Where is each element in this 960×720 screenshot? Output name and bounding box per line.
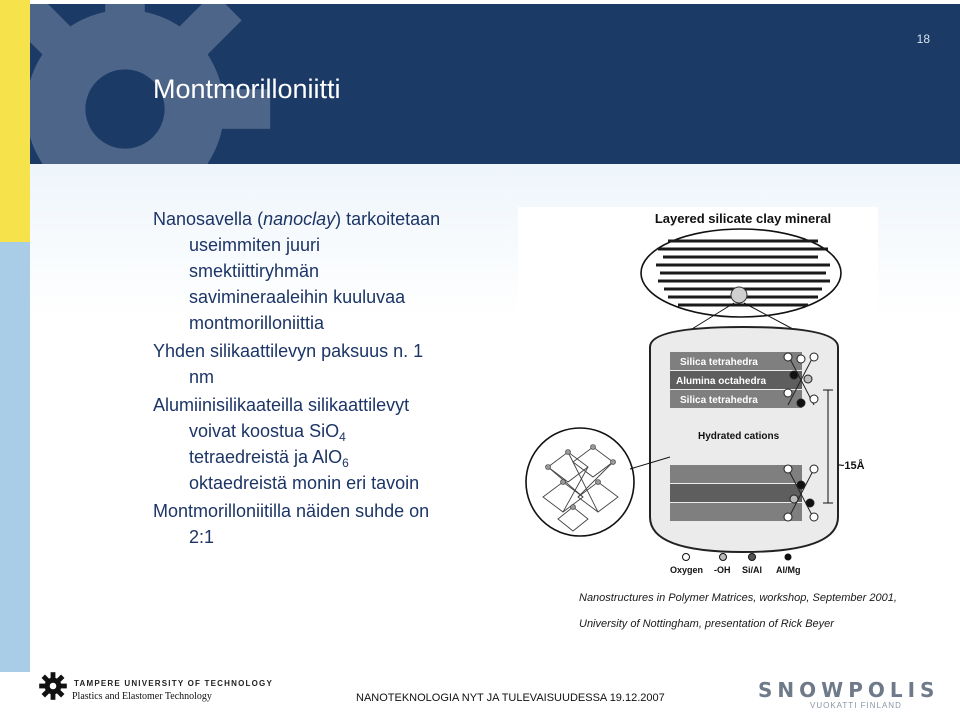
bullet-nanoclay bbox=[153, 206, 493, 232]
silica-layer bbox=[670, 503, 802, 521]
department-name: Plastics and Elastomer Technology bbox=[72, 691, 212, 702]
university-name: TAMPERE UNIVERSITY OF TECHNOLOGY bbox=[74, 679, 274, 688]
clay-diagram bbox=[518, 207, 878, 579]
page-title: Montmorilloniitti bbox=[153, 74, 341, 104]
si-al-legend-icon bbox=[749, 554, 756, 561]
bullet-text: nm bbox=[189, 367, 215, 387]
subscript: 6 bbox=[342, 456, 349, 470]
event-title: NANOTEKNOLOGIA NYT JA TULEVAISUUDESSA 19.12.2007 bbox=[356, 692, 665, 704]
layer-label: Silica tetrahedra bbox=[680, 357, 758, 368]
tut-gear-logo-icon bbox=[38, 671, 68, 701]
zoom-marker bbox=[731, 287, 747, 303]
bullet-thickness: Yhden silikaattilevyn paksuus n. 1 bbox=[153, 341, 424, 361]
legend-label: -OH bbox=[714, 565, 731, 575]
bullet-text: smektiittiryhmän bbox=[189, 261, 320, 281]
slide-header bbox=[30, 4, 960, 164]
bullet-text: montmorilloniittia bbox=[189, 313, 325, 333]
layer-label: Alumina octahedra bbox=[676, 376, 767, 387]
bullet-text: useimmiten juuri bbox=[189, 235, 321, 255]
slide-number: 18 bbox=[916, 32, 930, 46]
spacing-label: ~15Å bbox=[838, 460, 865, 472]
yellow-accent-bar bbox=[0, 0, 30, 242]
bullet-text: Nanosavella ( bbox=[153, 209, 264, 229]
al-mg-legend-icon bbox=[785, 554, 792, 561]
clay-mineral-figure bbox=[518, 207, 878, 579]
snowpolis-logo-subtitle: VUOKATTI FINLAND bbox=[810, 701, 902, 710]
blue-accent-bar bbox=[0, 242, 30, 672]
legend-label: Si/Al bbox=[742, 565, 763, 575]
figure-caption-line-2: University of Nottingham, presentation of Rick Beyer bbox=[579, 618, 834, 630]
bullet-text: oktaedreistä monin eri tavoin bbox=[189, 473, 420, 493]
figure-caption-line-1: Nanostructures in Polymer Matrices, workshop, September 2001, bbox=[579, 592, 897, 604]
oxygen-legend-icon bbox=[683, 554, 690, 561]
bullet-text: voivat koostua SiO bbox=[189, 421, 340, 441]
subscript: 4 bbox=[339, 430, 346, 444]
bullet-text: tetraedreistä ja AlO bbox=[189, 447, 343, 467]
bullet-list bbox=[153, 206, 493, 550]
bullet-ratio: Montmorilloniitilla näiden suhde on bbox=[153, 501, 430, 521]
figure-title: Layered silicate clay mineral bbox=[654, 211, 832, 226]
bullet-text: savimineraaleihin kuuluvaa bbox=[189, 287, 406, 307]
alumina-layer bbox=[670, 484, 802, 502]
snowpolis-logo: SNOWPOLIS bbox=[758, 678, 940, 702]
legend-label: Al/Mg bbox=[776, 565, 801, 575]
layer-label: Silica tetrahedra bbox=[680, 395, 758, 406]
silica-layer bbox=[670, 465, 802, 483]
legend-label: Oxygen bbox=[670, 565, 704, 575]
bullet-text: 2:1 bbox=[189, 527, 215, 547]
hydroxyl-legend-icon bbox=[720, 554, 727, 561]
cations-label: Hydrated cations bbox=[698, 431, 780, 442]
nanoclay-term: nanoclay bbox=[263, 209, 336, 229]
bullet-text: ) tarkoitetaan bbox=[335, 209, 441, 229]
bullet-silicate: Alumiinisilikaateilla silikaattilevyt bbox=[153, 395, 410, 415]
bullet-text bbox=[153, 444, 493, 470]
bullet-text bbox=[153, 418, 493, 444]
